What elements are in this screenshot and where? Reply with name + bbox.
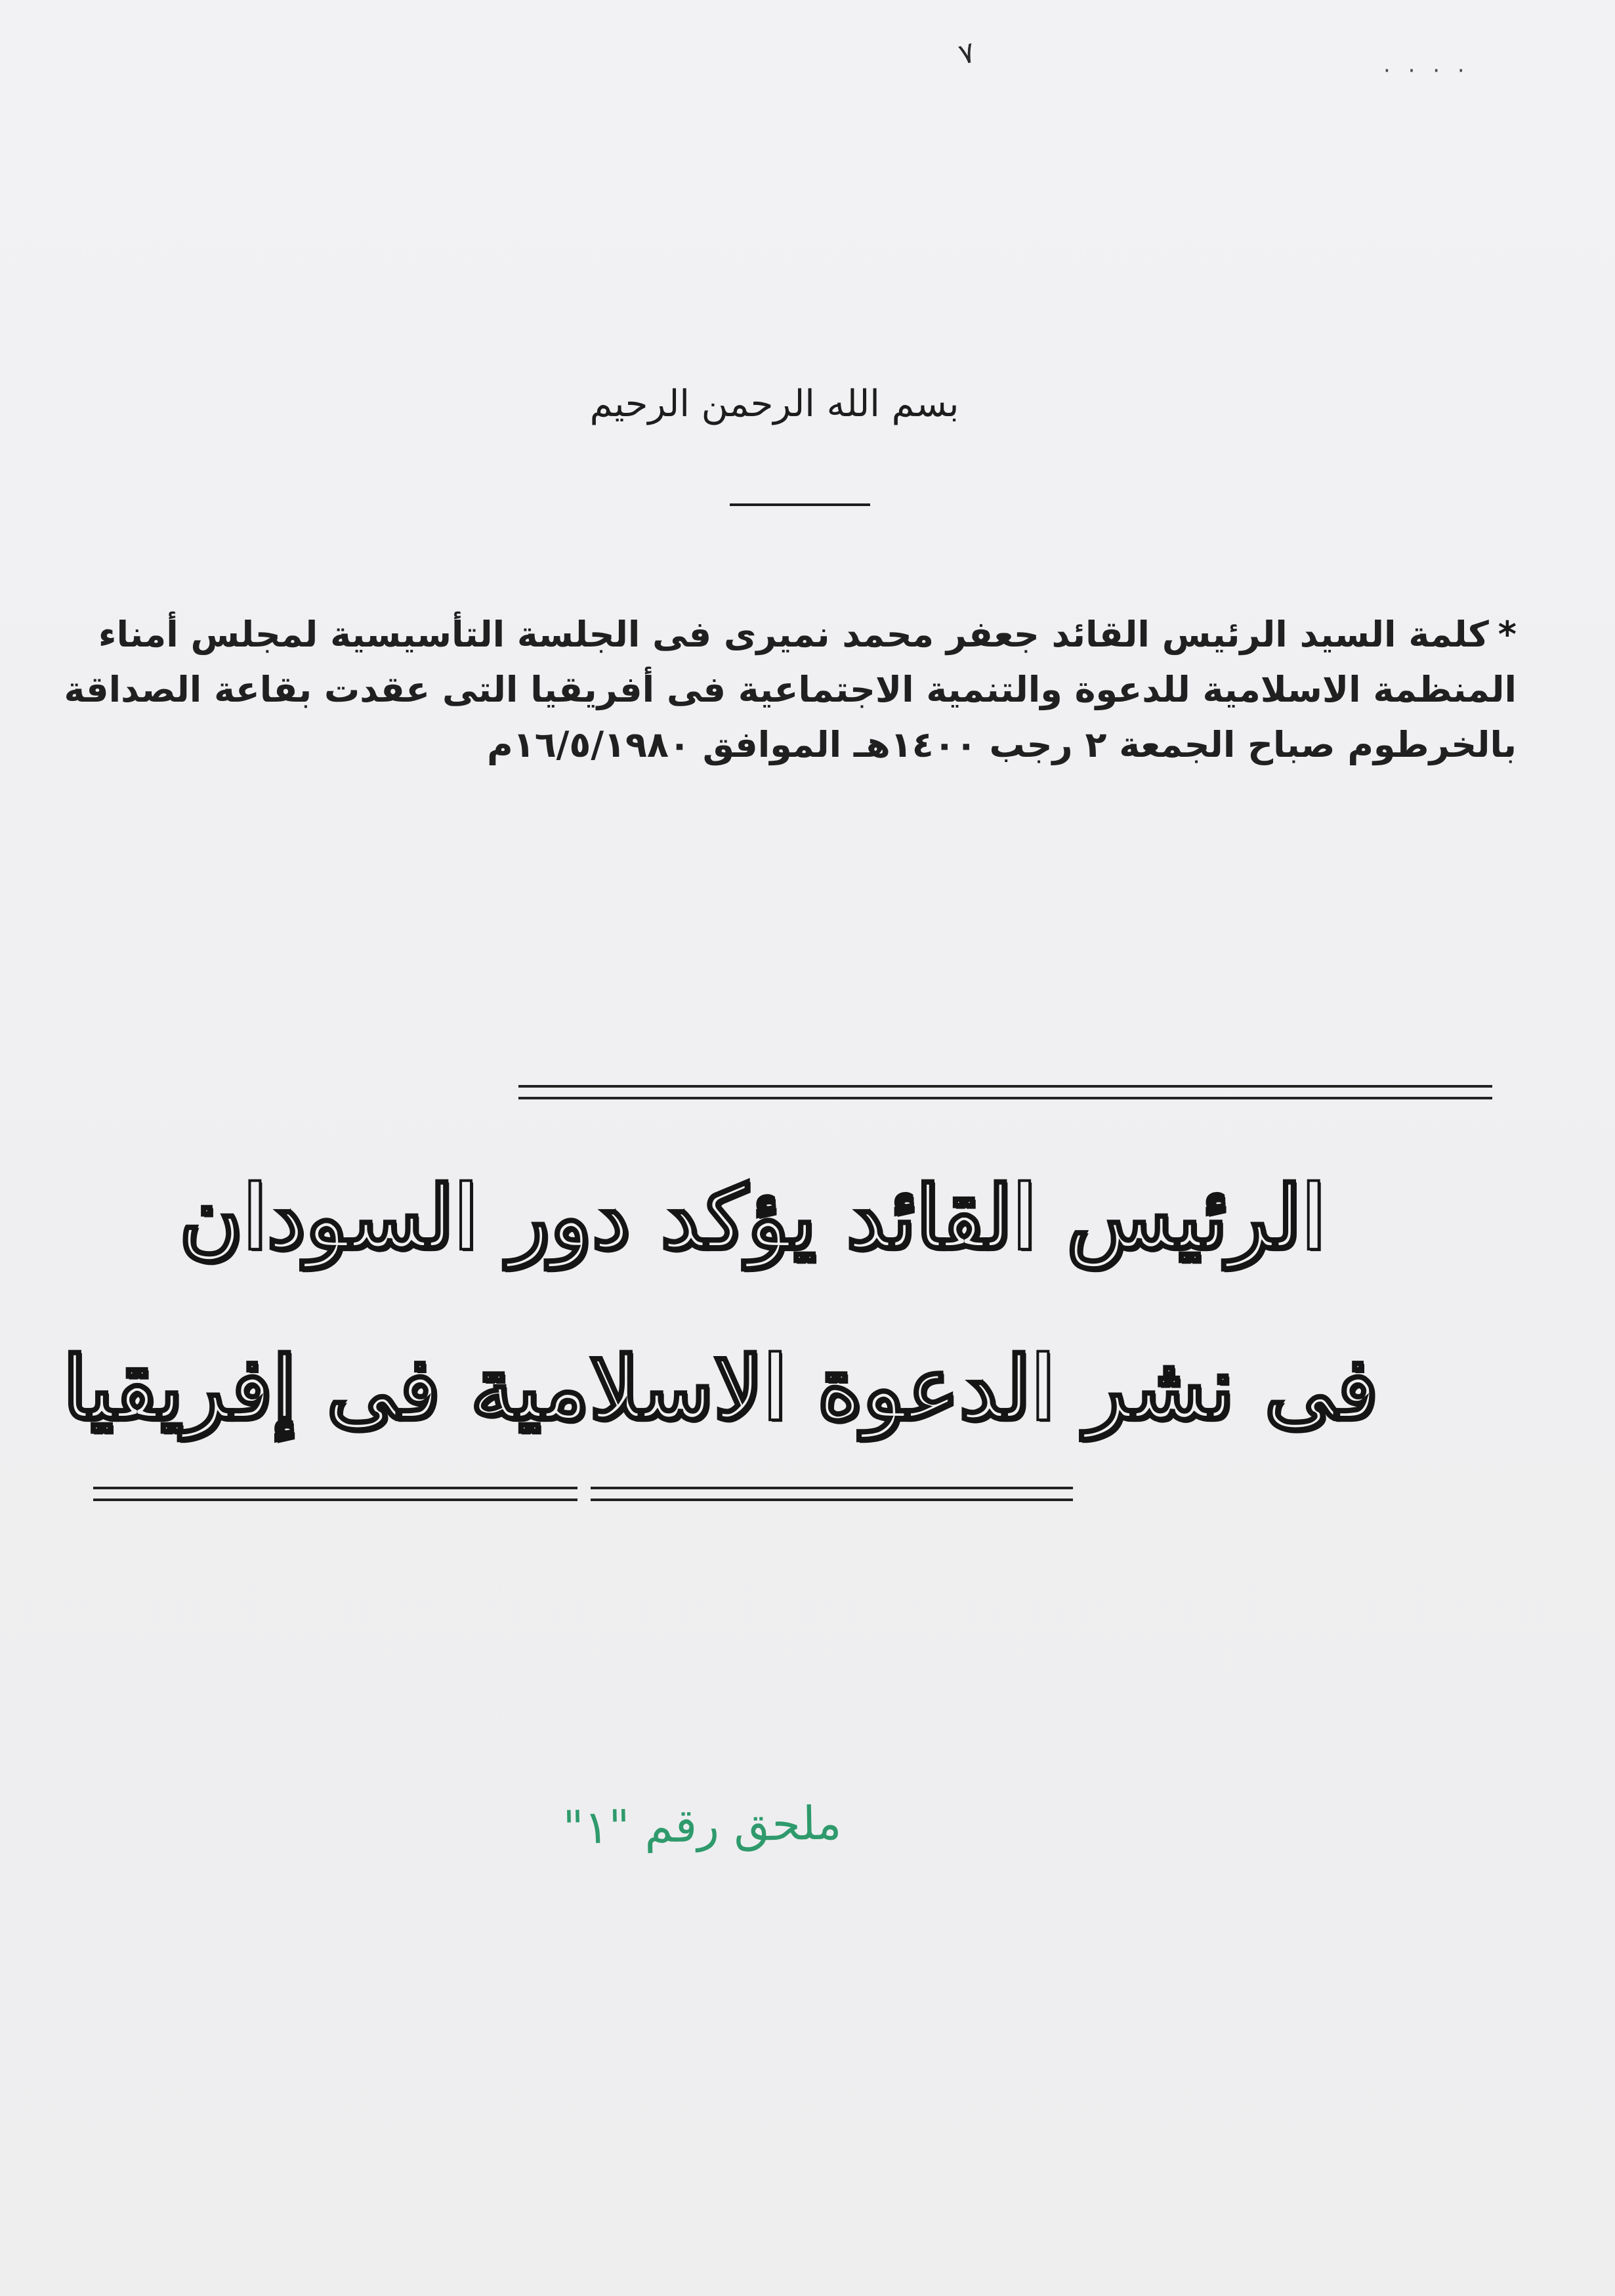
page-corner-mark: ٧ xyxy=(955,35,979,72)
headline-line-1: الرئيس القائد يؤكد دور السودان xyxy=(179,1167,1326,1269)
intro-paragraph xyxy=(64,607,1517,773)
headline-bottom-double-rule-right xyxy=(591,1487,1073,1489)
asterisk-icon: * xyxy=(1498,614,1517,655)
annex-number-note: ملحق رقم "١" xyxy=(562,1796,842,1855)
headline-bottom-double-rule-left xyxy=(93,1487,577,1489)
intro-line-2: المنظمة الاسلامية للدعوة والتنمية الاجتماعية فى أفريقيا التى عقدت بقاعة الصداقة xyxy=(64,669,1517,710)
intro-line-1-text: كلمة السيد الرئيس القائد جعفر محمد نميرى فى الجلسة التأسيسية لمجلس أمناء xyxy=(98,614,1489,655)
page-corner-dots: · · · · xyxy=(1383,58,1470,84)
intro-line-3: بالخرطوم صباح الجمعة ٢ رجب ١٤٠٠هـ الموافق ١٦/٥/١٩٨٠م xyxy=(487,724,1517,765)
basmala-heading: بسم الله الرحمن الرحيم xyxy=(589,383,959,425)
intro-line-1 xyxy=(86,607,1517,662)
headline-line-2: فى نشر الدعوة الاسلامية فى إفريقيا xyxy=(62,1338,1378,1439)
basmala-divider xyxy=(730,503,870,506)
headline-top-double-rule xyxy=(518,1085,1492,1088)
